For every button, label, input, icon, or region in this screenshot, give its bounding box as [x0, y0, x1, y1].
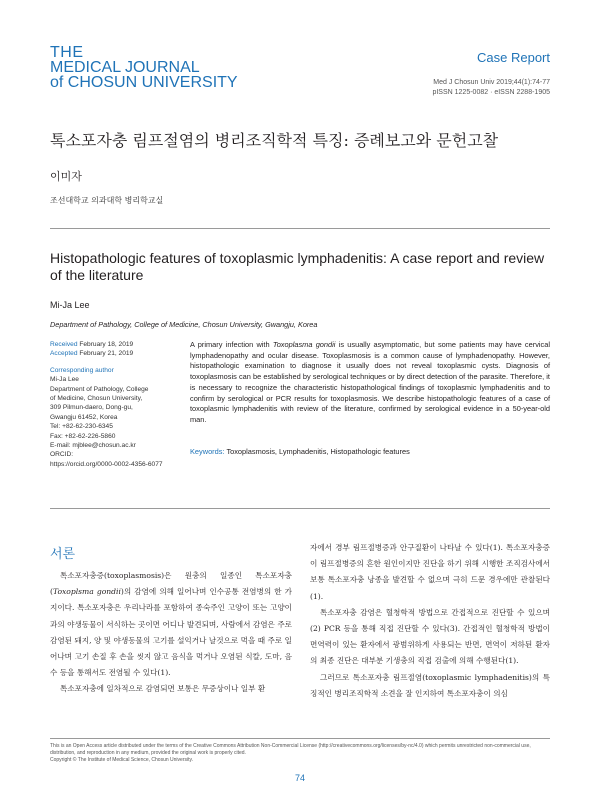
accepted-label: Accepted: [50, 350, 78, 358]
abstract-text-1: A primary infection with: [190, 340, 273, 349]
paragraph-text: 톡소포자충증(toxoplasmosis)은 원충의 일종인 톡소포자충(: [50, 571, 292, 597]
keywords-list: Toxoplasmosis, Lymphadenitis, Histopathologic features: [226, 447, 410, 456]
license-text: This is an Open Access article distributed under the terms of the Creative Commons Attribution Non-Commercial License (http://creativecommons.org/licenses/by-nc/4.0) which permits unrestricted non-commercial use, distribution, and reproduction in any medium, provided the original work is properly cited.: [50, 743, 531, 756]
keywords-label: Keywords:: [190, 447, 225, 456]
keywords: [190, 447, 550, 456]
paragraph-text: )의 감염에 의해 일어나며 인수공통 전염병의 한 가지이다. 톡소포자충은 우리나라를 포함하여 종숙주인 고양이 또는 고양이과의 야생동물이 서식하는 곳이면 어디나 발견되며, 사람에서 감염은 주로 감염된 돼지, 양 및 야생동물의 고기를 설익거나 날것으로 먹을 때 주로 일어나며 고기 손질 후 손을 씻지 않고 음식을 먹거나 오염된 식칼, 도마, 음수 등을 통해서도 전염될 수 있다(1).: [50, 587, 292, 678]
corresponding-author-label: Corresponding author: [50, 366, 114, 374]
body-column-right: [310, 540, 550, 702]
footer-divider: [50, 738, 550, 739]
article-type-label: Case Report: [477, 50, 550, 65]
corresponding-line: Tel: +82-62-230-6345: [50, 423, 113, 431]
license-note: [50, 743, 550, 764]
accepted-date: [50, 349, 175, 358]
corresponding-line: Department of Pathology, College: [50, 385, 149, 393]
corresponding-line: Mi-Ja Lee: [50, 376, 79, 384]
paragraph: 그러므로 톡소포자충 림프절염(toxoplasmic lymphadenitis)의 특징적인 병리조직학적 소견을 잘 인지하여 톡소포자충이 의심: [310, 672, 550, 698]
received-label: Received: [50, 341, 78, 348]
divider: [50, 228, 550, 229]
divider: [50, 508, 550, 509]
corresponding-line: Fax: +82-62-226-5860: [50, 432, 116, 440]
article-info-sidebar: [50, 340, 175, 469]
journal-logo-line1: THE: [50, 44, 84, 61]
journal-logo: [50, 45, 238, 90]
english-author: Mi-Ja Lee: [50, 300, 90, 310]
section-heading: 서론: [50, 547, 76, 562]
paragraph: 톡소포자충 감염은 혈청학적 방법으로 간접적으로 진단할 수 있으며(2) PCR 등을 통해 직접 진단할 수 있다(3). 간접적인 혈청학적 방법이 면역력이 있는 환자에서 광범위하게 사용되는 반면, 면역이 저하된 환자의 최종 진단은 대부분 기생충의 직접 검출에 의해 수행된다(1).: [310, 607, 550, 666]
abstract-text-2: is usually asymptomatic, but some patients may have cervical lymphadenopathy and ocular disease. Toxoplasmosis is a common cause of lymphadenopathy. However, histopathologic examination to diagnose it usually does not reveal toxoplasmic cysts. Diagnosis of toxoplasmosis can be established by serological techniques or by direct detection of the parasite. Therefore, it is necessary to recognize the characteristic histopathological findings of toxoplasmic lymphadenitis and to confirm by serological or PCR results for toxoplasmosis. We describe histopathologic features of a case of toxoplasmic lymphadenitis with review of the literature, confirmed by serological evidence in a 50-year-old man.: [190, 340, 550, 424]
korean-author: 이미자: [50, 170, 82, 183]
corresponding-line: 309 Pilmun-daero, Dong-gu,: [50, 404, 133, 412]
paragraph: 자에서 경부 림프절병증과 안구질환이 나타날 수 있다(1). 톡소포자충증이 림프절병증의 흔한 원인이지만 진단을 하기 위해 시행한 조직검사에서 보통 톡소포자충 낭종을 발견할 수 없으며 극히 드문 경우에만 관찰된다(1).: [310, 543, 550, 601]
journal-logo-line2: MEDICAL JOURNAL: [50, 59, 200, 76]
corresponding-line: of Medicine, Chosun University,: [50, 395, 143, 403]
species-name: Toxoplsma gondii: [52, 587, 121, 597]
english-title: Histopathologic features of toxoplasmic lymphadenitis: A case report and review of the literature: [50, 250, 545, 283]
page-number: 74: [294, 773, 305, 783]
corresponding-line: ORCID:: [50, 451, 74, 459]
paragraph: [50, 568, 292, 681]
orcid-link[interactable]: https://orcid.org/0000-0002-4356-6077: [50, 460, 163, 468]
email-line[interactable]: E-mail: mjblee@chosun.ac.kr: [50, 442, 136, 450]
abstract: [190, 340, 550, 426]
copyright-text: Copyright © The Institute of Medical Science, Chosun University.: [50, 757, 194, 763]
english-affiliation: Department of Pathology, College of Medicine, Chosun University, Gwangju, Korea: [50, 320, 318, 329]
korean-affiliation: 조선대학교 의과대학 병리학교실: [50, 196, 164, 205]
citation-info: [432, 78, 550, 98]
received-value: February 18, 2019: [79, 341, 134, 348]
paragraph: 톡소포자충에 일차적으로 감염되면 보통은 무증상이나 일부 환: [60, 684, 266, 694]
accepted-value: February 21, 2019: [79, 350, 134, 358]
abstract-species: Toxoplasma gondii: [272, 340, 336, 349]
citation-line: Med J Chosun Univ 2019;44(1):74-77: [433, 79, 550, 86]
korean-title: 톡소포자충 림프절염의 병리조직학적 특징: 증례보고와 문헌고찰: [50, 131, 499, 150]
received-date: [50, 340, 175, 349]
journal-logo-line3: of CHOSUN UNIVERSITY: [50, 74, 238, 91]
issn-line: pISSN 1225-0082 · eISSN 2288-1905: [432, 89, 550, 96]
corresponding-line: Gwangju 61452, Korea: [50, 413, 118, 421]
body-column-left: [50, 568, 292, 698]
